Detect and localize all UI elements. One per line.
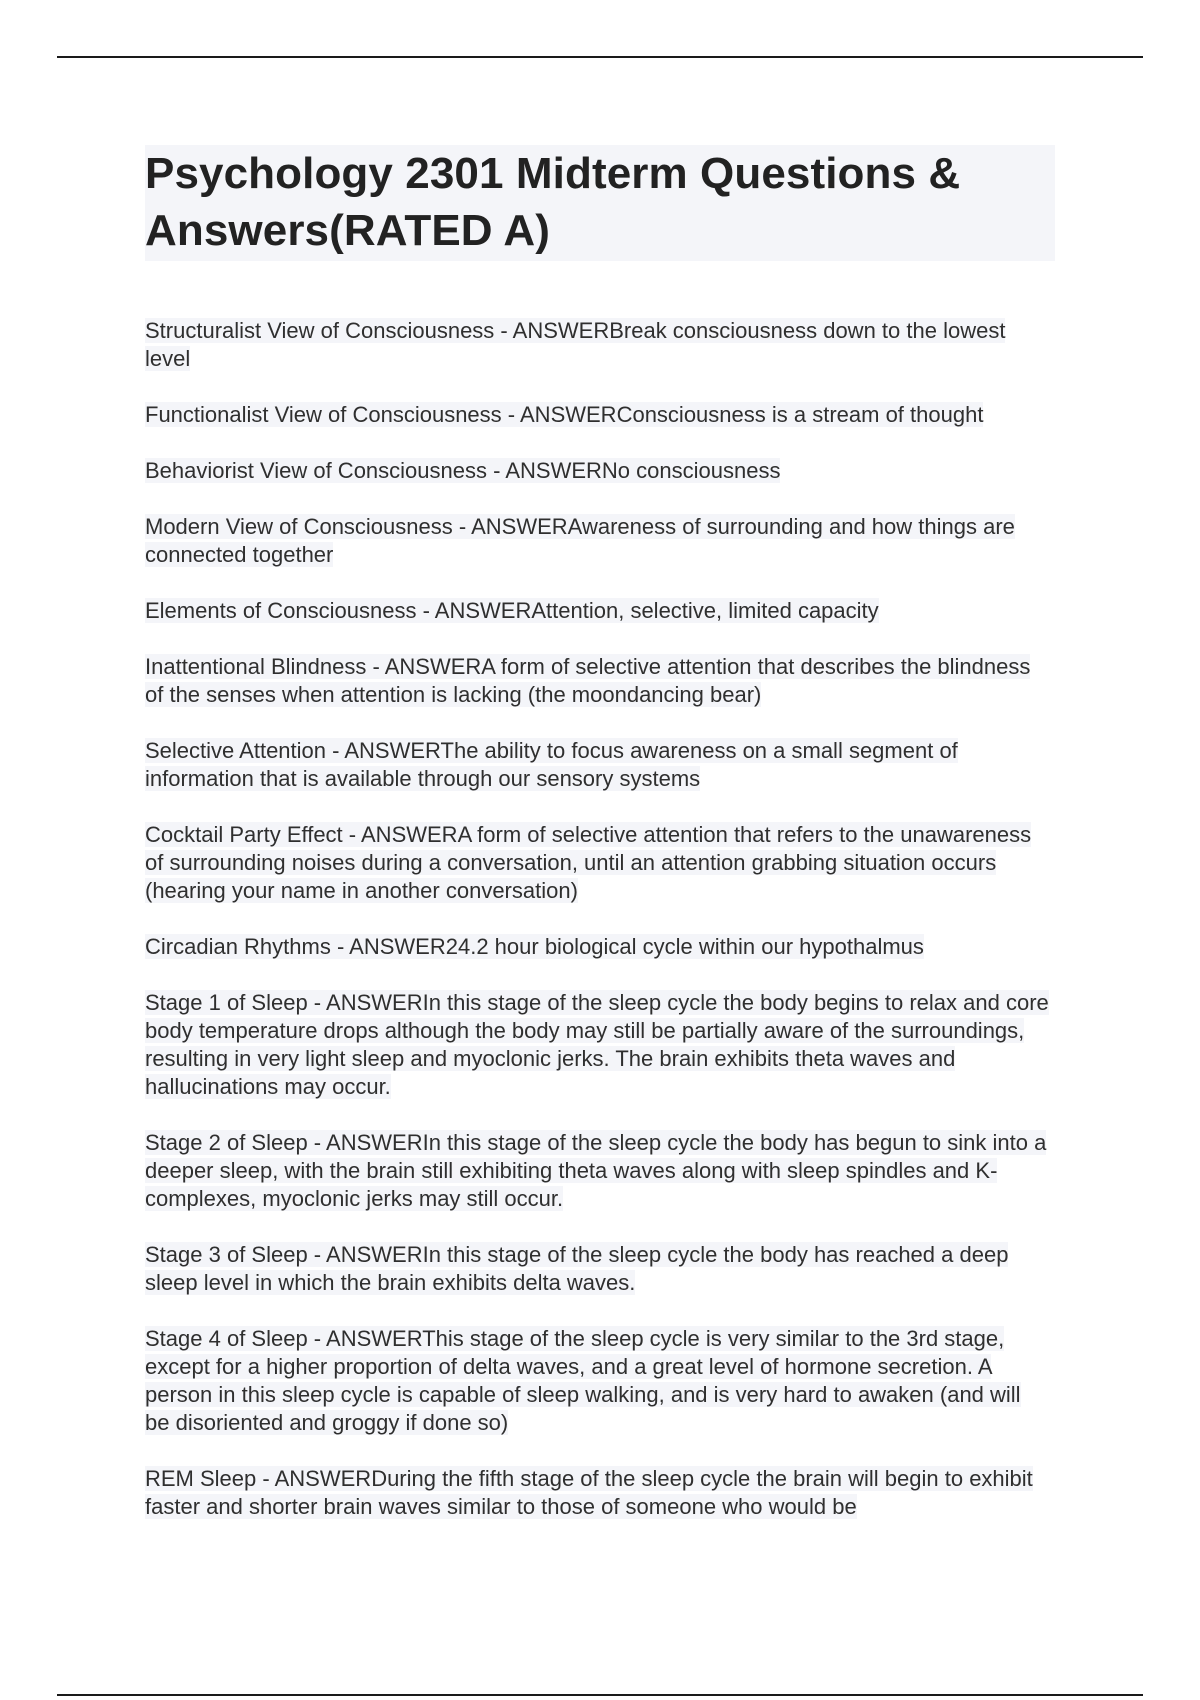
- qa-separator: - ANSWER: [501, 402, 617, 427]
- qa-term: Circadian Rhythms: [145, 934, 331, 959]
- qa-answer: Awareness of surrounding and how things are connected together: [145, 514, 1015, 567]
- qa-item: [145, 1129, 1055, 1213]
- qa-answer: No consciousness: [601, 458, 781, 483]
- qa-item: [145, 821, 1055, 905]
- qa-item: [145, 1465, 1055, 1521]
- qa-term: Behaviorist View of Consciousness: [145, 458, 487, 483]
- qa-item: [145, 653, 1055, 709]
- qa-separator: - ANSWER: [487, 458, 602, 483]
- qa-item: [145, 317, 1055, 373]
- qa-term: REM Sleep: [145, 1466, 257, 1491]
- qa-list: [145, 317, 1055, 1521]
- qa-term: Structuralist View of Consciousness: [145, 318, 495, 343]
- qa-separator: - ANSWER: [342, 822, 458, 847]
- qa-answer: In this stage of the sleep cycle the body has begun to sink into a deeper sleep, with the brain still exhibiting theta waves along with sleep spindles and K-complexes, myoclonic jerks may still occur.: [145, 1130, 1047, 1211]
- qa-separator: - ANSWER: [452, 514, 568, 539]
- qa-item: [145, 401, 1055, 429]
- qa-term: Stage 4 of Sleep: [145, 1326, 308, 1351]
- qa-term: Elements of Consciousness: [145, 598, 417, 623]
- qa-separator: - ANSWER: [366, 654, 482, 679]
- qa-term: Inattentional Blindness: [145, 654, 367, 679]
- qa-separator: - ANSWER: [307, 1130, 423, 1155]
- qa-item: [145, 1325, 1055, 1437]
- qa-answer: The ability to focus awareness on a small segment of information that is available through our sensory systems: [145, 738, 958, 791]
- qa-separator: - ANSWER: [416, 598, 532, 623]
- qa-item: [145, 457, 1055, 485]
- qa-item: [145, 933, 1055, 961]
- qa-answer: Break consciousness down to the lowest level: [145, 318, 1006, 371]
- qa-separator: - ANSWER: [330, 934, 446, 959]
- qa-answer: A form of selective attention that describes the blindness of the senses when attention is lacking (the moondancing bear): [145, 654, 1031, 707]
- qa-item: [145, 737, 1055, 793]
- qa-term: Functionalist View of Consciousness: [145, 402, 502, 427]
- qa-separator: - ANSWER: [494, 318, 610, 343]
- qa-separator: - ANSWER: [307, 990, 423, 1015]
- qa-separator: - ANSWER: [307, 1242, 423, 1267]
- qa-term: Stage 3 of Sleep: [145, 1242, 308, 1267]
- qa-item: [145, 989, 1055, 1101]
- qa-separator: - ANSWER: [256, 1466, 372, 1491]
- qa-answer: In this stage of the sleep cycle the body begins to relax and core body temperature drops although the body may still be partially aware of the surroundings, resulting in very light sleep and myoclonic jerks. The brain exhibits theta waves and hallucinations may occur.: [145, 990, 1049, 1099]
- qa-separator: - ANSWER: [307, 1326, 423, 1351]
- qa-answer: Consciousness is a stream of thought: [616, 402, 984, 427]
- document-body: [145, 145, 1055, 1549]
- qa-term: Selective Attention: [145, 738, 327, 763]
- bottom-divider: [57, 1694, 1143, 1696]
- qa-term: Modern View of Consciousness: [145, 514, 453, 539]
- qa-answer: During the fifth stage of the sleep cycle the brain will begin to exhibit faster and shorter brain waves similar to those of someone who would be: [145, 1466, 1033, 1519]
- document-title: Psychology 2301 Midterm Questions & Answers(RATED A): [145, 145, 1055, 261]
- top-divider: [57, 56, 1143, 58]
- qa-term: Stage 2 of Sleep: [145, 1130, 308, 1155]
- qa-answer: 24.2 hour biological cycle within our hypothalmus: [445, 934, 924, 959]
- qa-answer: In this stage of the sleep cycle the body has reached a deep sleep level in which the brain exhibits delta waves.: [145, 1242, 1009, 1295]
- qa-item: [145, 597, 1055, 625]
- qa-item: [145, 1241, 1055, 1297]
- qa-term: Cocktail Party Effect: [145, 822, 343, 847]
- qa-item: [145, 513, 1055, 569]
- qa-answer: Attention, selective, limited capacity: [531, 598, 879, 623]
- qa-answer: This stage of the sleep cycle is very similar to the 3rd stage, except for a higher proportion of delta waves, and a great level of hormone secretion. A person in this sleep cycle is capable of sleep walking, and is very hard to awaken (and will be disoriented and groggy if done so): [145, 1326, 1021, 1435]
- qa-term: Stage 1 of Sleep: [145, 990, 308, 1015]
- qa-separator: - ANSWER: [326, 738, 441, 763]
- qa-answer: A form of selective attention that refers to the unawareness of surrounding noises during a conversation, until an attention grabbing situation occurs (hearing your name in another conversation): [145, 822, 1032, 903]
